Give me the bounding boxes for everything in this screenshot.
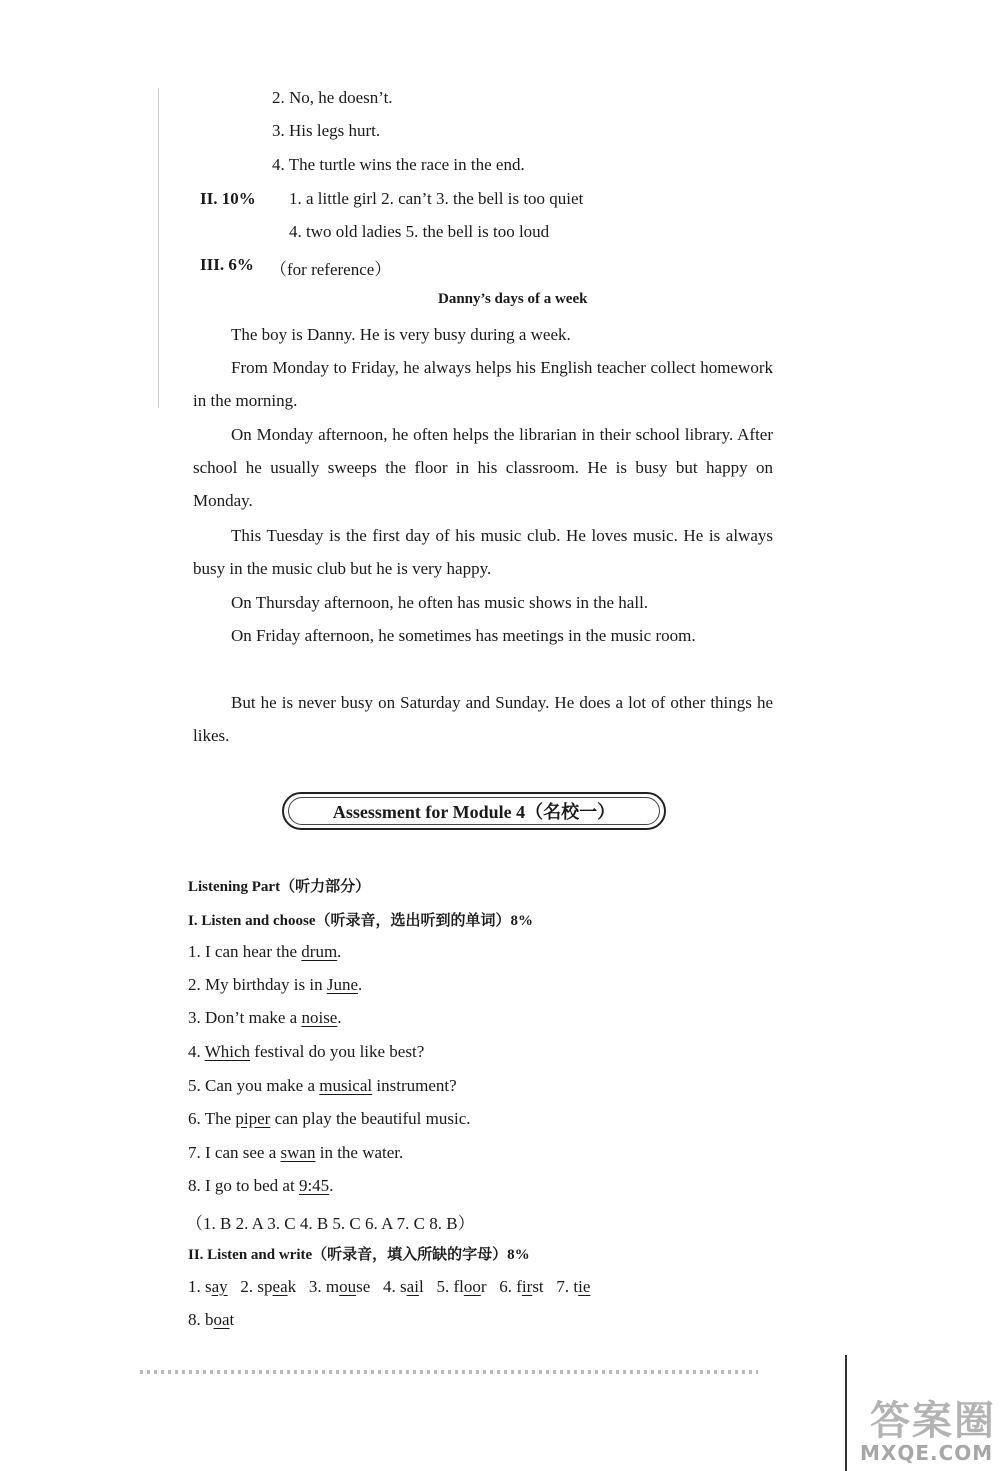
item-number: 2. — [188, 975, 201, 994]
watermark-logo: 答案圈 MXQE.COM — [860, 1398, 996, 1465]
section-3-label: III. 6% — [200, 255, 254, 274]
essay-paragraph: On Monday afternoon, he often helps the librarian in their school library. After school he usually sweeps the floor in his classroom. He is busy but happy on Monday. — [193, 425, 773, 510]
word-answer: 2. speak — [240, 1277, 297, 1296]
margin-rule — [158, 88, 159, 408]
listening-part-heading: Listening Part（听力部分） — [188, 879, 371, 895]
section-2-label: II. 10% — [200, 189, 256, 208]
item-text-after: festival do you like best? — [250, 1042, 425, 1061]
essay-paragraph: On Friday afternoon, he sometimes has meetings in the music room. — [231, 626, 696, 645]
underlined-word: June — [326, 975, 359, 994]
word-answer: 1. say — [188, 1277, 228, 1296]
item-text-before: I can see a — [205, 1143, 281, 1162]
assessment-title-banner — [282, 792, 666, 830]
underlined-word: piper — [235, 1109, 271, 1128]
listen-item — [188, 1008, 342, 1028]
listen-item — [188, 1109, 471, 1129]
section-3-note: （for reference） — [270, 260, 392, 279]
part-1-heading: I. Listen and choose（听录音，选出听到的单词）8% — [188, 913, 534, 929]
underlined-word: swan — [280, 1143, 316, 1162]
word-answer: 3. mouse — [308, 1277, 371, 1296]
essay-paragraph: From Monday to Friday, he always helps his English teacher collect homework in the morning. — [193, 358, 773, 410]
item-text-after: can play the beautiful music. — [270, 1109, 471, 1128]
essay-title: Danny’s days of a week — [438, 291, 588, 307]
listen-item — [188, 942, 341, 962]
word-answer-row — [188, 1277, 590, 1297]
answer-line-2: 2. No, he doesn’t. — [272, 88, 393, 107]
item-text-before: I go to bed at — [205, 1176, 299, 1195]
section-2-row-2: 4. two old ladies 5. the bell is too loud — [289, 222, 550, 241]
listen-item — [188, 1176, 333, 1196]
word-answer: 8. boat — [188, 1310, 235, 1329]
listen-item — [188, 975, 362, 995]
item-text-before: Don’t make a — [205, 1008, 302, 1027]
item-text-after: . — [337, 1008, 342, 1027]
word-answer: 7. tie — [556, 1277, 591, 1296]
item-text-after: . — [358, 975, 363, 994]
page-edge-rule — [845, 1355, 847, 1471]
item-text-after: in the water. — [315, 1143, 404, 1162]
assessment-title: Assessment for Module 4（名校一） — [288, 797, 660, 825]
word-answer: 4. sail — [383, 1277, 424, 1296]
item-number: 4. — [188, 1042, 201, 1061]
part-1-answer-key: （1. B 2. A 3. C 4. B 5. C 6. A 7. C 8. B） — [186, 1214, 475, 1233]
section-2-row-1: 1. a little girl 2. can’t 3. the bell is too quiet — [289, 189, 584, 208]
item-text-after: . — [329, 1176, 334, 1195]
essay-paragraph: But he is never busy on Saturday and Sunday. He does a lot of other things he likes. — [193, 693, 773, 745]
item-text-before: I can hear the — [205, 942, 302, 961]
essay-paragraph: The boy is Danny. He is very busy during a week. — [231, 325, 571, 344]
underlined-word: 9:45 — [298, 1176, 330, 1195]
item-text-before: My birthday is in — [205, 975, 327, 994]
item-text-after: instrument? — [372, 1076, 457, 1095]
item-text-before: Can you make a — [205, 1076, 320, 1095]
item-number: 3. — [188, 1008, 201, 1027]
word-answer: 5. floor — [436, 1277, 487, 1296]
item-text-before: The — [204, 1109, 236, 1128]
essay-paragraph: This Tuesday is the first day of his music club. He loves music. He is always busy in the music club but he is very happy. — [193, 526, 773, 578]
answer-line-4: 4. The turtle wins the race in the end. — [272, 155, 525, 174]
item-number: 1. — [188, 942, 201, 961]
item-number: 8. — [188, 1176, 201, 1195]
underlined-word: Which — [204, 1042, 251, 1061]
listen-item — [188, 1042, 424, 1062]
underlined-word: drum — [301, 942, 338, 961]
item-number: 6. — [188, 1109, 201, 1128]
part-2-heading: II. Listen and write（听录音，填入所缺的字母）8% — [188, 1247, 530, 1263]
dotted-divider — [140, 1370, 758, 1374]
item-text-after: . — [337, 942, 342, 961]
answer-line-3: 3. His legs hurt. — [272, 121, 381, 140]
underlined-word: musical — [319, 1076, 373, 1095]
listen-item — [188, 1076, 457, 1096]
listen-item — [188, 1143, 403, 1163]
word-answer-row — [188, 1310, 234, 1330]
word-answer: 6. first — [499, 1277, 544, 1296]
underlined-word: noise — [301, 1008, 338, 1027]
item-number: 5. — [188, 1076, 201, 1095]
item-number: 7. — [188, 1143, 201, 1162]
essay-paragraph: On Thursday afternoon, he often has music shows in the hall. — [231, 593, 649, 612]
